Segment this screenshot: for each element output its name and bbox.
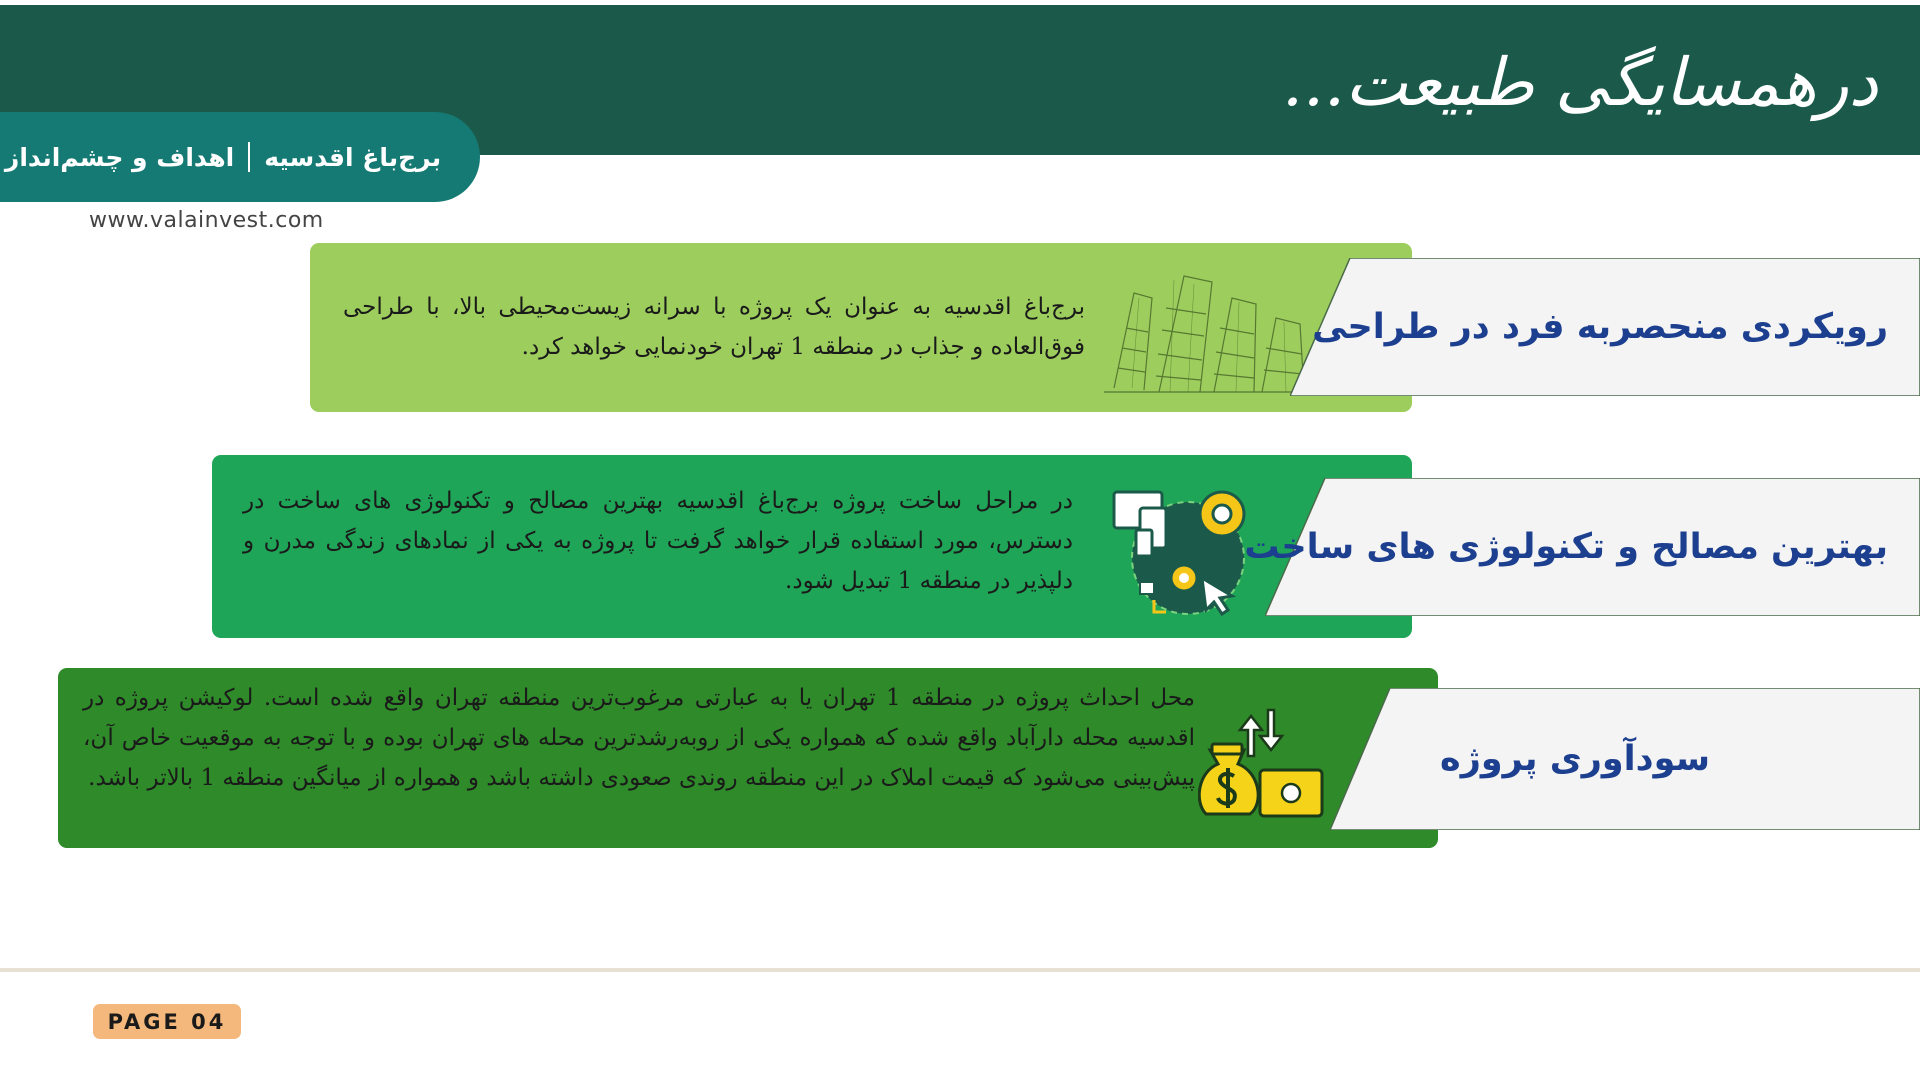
feature-label-text: سودآوری پروژه: [1440, 739, 1710, 779]
feature-label-profit: [1330, 688, 1920, 830]
feature-text: در مراحل ساخت پروژه برج‌باغ اقدسیه بهترین مصالح و تکنولوژی های ساخت در دسترس، مورد استفاده قرار خواهد گرفت تا پروژه به یکی از نمادهای زندگی مدرن و دلپذیر در منطقه 1 تبدیل شود.: [243, 488, 1073, 594]
feature-label-design: [1290, 258, 1920, 396]
feature-label-text: رویکردی منحصربه فرد در طراحی: [1312, 307, 1888, 347]
feature-text: محل احداث پروژه در منطقه 1 تهران یا به عبارتی مرغوب‌ترین منطقه تهران واقع شده است. لوکیشن پروژه در اقدسیه محله دارآباد واقع شده که همواره یکی از روبه‌رشدترین محله های تهران بوده و با توجه به موقعیت خاص آن، پیش‌بینی می‌شود که قیمت املاک در این منطقه روندی صعودی داشته باشد و همواره از میانگین منطقه 1 بالاتر باشد.: [83, 685, 1195, 791]
page-number-badge: PAGE 04: [93, 1004, 241, 1039]
section-name: اهداف و چشم‌انداز: [4, 142, 235, 172]
buildings-sketch-icon: [1104, 268, 1310, 396]
brand-slogan: درهمسایگی طبیعت...: [1282, 44, 1878, 121]
technology-gears-icon: [1110, 482, 1260, 622]
feature-text: برج‌باغ اقدسیه به عنوان یک پروژه با سرانه زیست‌محیطی بالا، با طراحی فوق‌العاده و جذاب در منطقه 1 تهران خودنمایی خواهد کرد.: [343, 294, 1085, 360]
money-bag-icon: [1198, 706, 1326, 822]
feature-label-materials: [1244, 478, 1920, 616]
feature-label-text: بهترین مصالح و تکنولوژی های ساخت: [1244, 527, 1888, 567]
project-name: برج‌باغ اقدسیه: [264, 142, 442, 172]
header-divider: [248, 142, 250, 172]
website-url[interactable]: www.valainvest.com: [89, 208, 324, 233]
section-header: [0, 112, 480, 202]
footer-divider: [0, 968, 1920, 972]
